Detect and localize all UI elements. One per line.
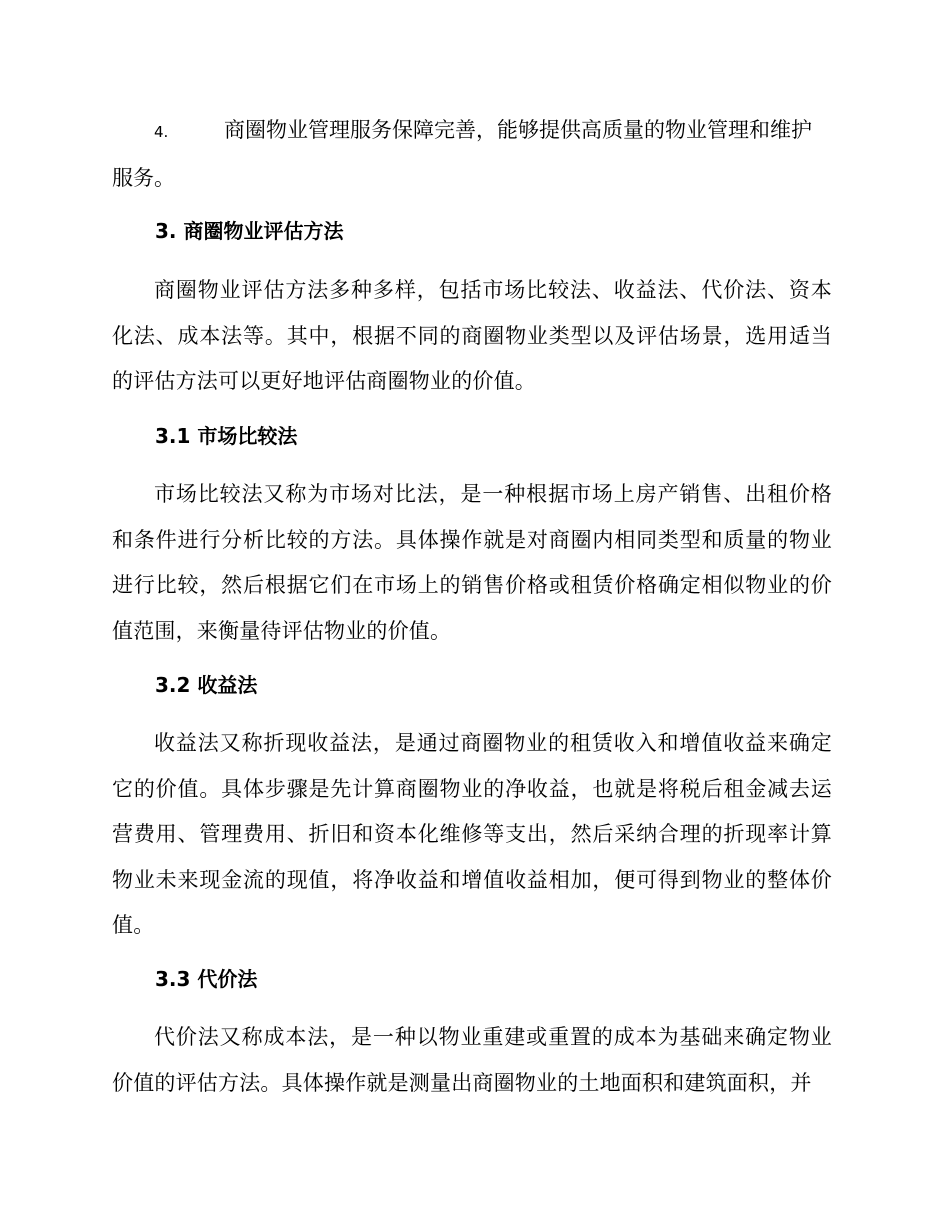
section-3-body <box>112 268 832 405</box>
list-item-4 <box>112 108 832 201</box>
section-3-1-paragraph: 市场比较法又称为市场对比法，是一种根据市场上房产销售、出租价格和条件进行分析比较的方法。具体操作就是对商圈内相同类型和质量的物业进行比较，然后根据它们在市场上的销售价格或租赁价格确定相似物业的价值范围，来衡量待评估物业的价值。 <box>112 482 832 643</box>
section-3-1-heading: 3.1 市场比较法 <box>155 424 298 448</box>
list-item-number: 4. <box>154 123 169 141</box>
section-3-paragraph: 商圈物业评估方法多种多样，包括市场比较法、收益法、代价法、资本化法、成本法等。其中，根据不同的商圈物业类型以及评估场景，选用适当的评估方法可以更好地评估商圈物业的价值。 <box>112 278 832 393</box>
section-3-3-heading: 3.3 代价法 <box>155 967 258 991</box>
section-3-1-body <box>112 472 832 654</box>
section-3-3-paragraph: 代价法又称成本法，是一种以物业重建或重置的成本为基础来确定物业价值的评估方法。具体操作就是测量出商圈物业的土地面积和建筑面积，并 <box>112 1025 832 1095</box>
section-3-3-body <box>112 1015 832 1106</box>
section-3-2-paragraph: 收益法又称折现收益法，是通过商圈物业的租赁收入和增值收益来确定它的价值。具体步骤是先计算商圈物业的净收益，也就是将税后租金减去运营费用、管理费用、折旧和资本化维修等支出，然后采纳合理的折现率计算物业未来现金流的现值，将净收益和增值收益相加，便可得到物业的整体价值。 <box>112 731 832 937</box>
section-3-2-body <box>112 721 832 949</box>
section-3-heading: 3. 商圈物业评估方法 <box>155 219 344 243</box>
section-3-2-heading: 3.2 收益法 <box>155 673 258 697</box>
list-item-text: 商圈物业管理服务保障完善，能够提供高质量的物业管理和维护服务。 <box>112 118 812 190</box>
